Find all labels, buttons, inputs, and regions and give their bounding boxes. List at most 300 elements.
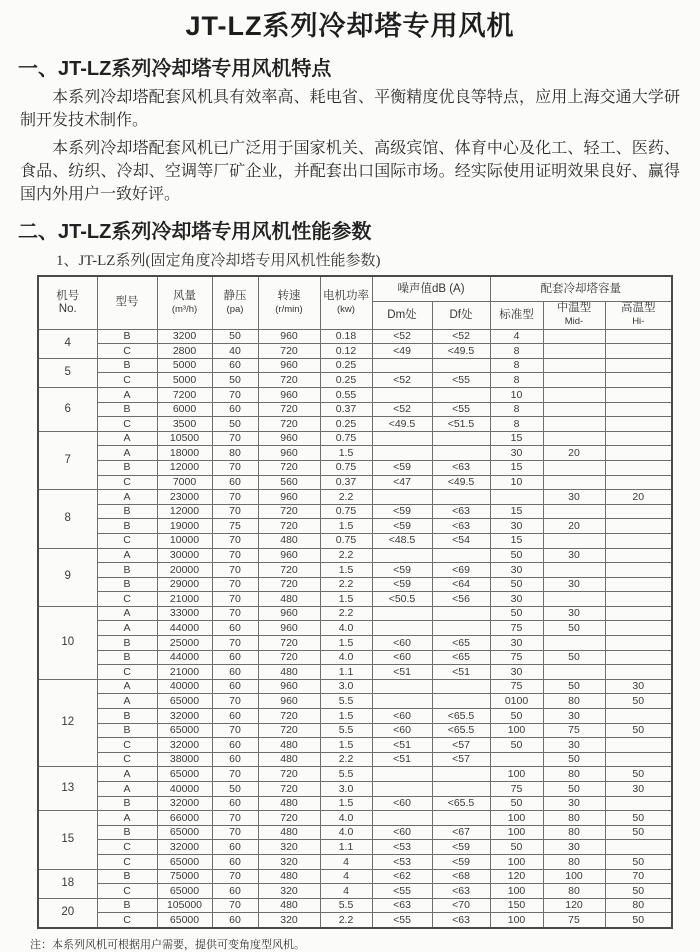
table-cell [605,387,672,402]
table-cell: 15 [490,460,543,475]
table-row [38,446,672,461]
table-cell: <51 [432,665,490,680]
header-motor-power-zh: 电机功率 [323,289,369,302]
table-cell: 480 [258,825,320,840]
table-cell [543,533,605,548]
table-cell: 60 [212,854,258,869]
table-row [38,840,672,855]
table-cell: <52 [372,329,432,344]
table-cell: 30 [490,592,543,607]
table-cell [432,811,490,826]
table-cell: 720 [258,519,320,534]
table-cell: 720 [258,344,320,359]
table-cell [372,358,432,373]
table-cell: 30 [605,679,672,694]
table-cell: <49.5 [432,344,490,359]
table-cell: 100 [490,913,543,928]
table-cell: B [97,869,157,884]
table-cell: 20000 [157,563,212,578]
table-cell: 960 [258,694,320,709]
table-cell: 30 [490,519,543,534]
table-cell: 4 [320,884,372,899]
table-cell: 21000 [157,592,212,607]
table-cell: C [97,665,157,680]
table-cell: C [97,344,157,359]
table-cell: 12000 [157,460,212,475]
table-cell: A [97,694,157,709]
table-cell: 70 [212,387,258,402]
table-cell: 19000 [157,519,212,534]
table-row [38,796,672,811]
table-cell: <57 [432,738,490,753]
table-cell: <49 [372,344,432,359]
table-row [38,811,672,826]
table-cell: 50 [490,606,543,621]
table-cell [543,329,605,344]
table-row [38,854,672,869]
table-cell: 30 [605,782,672,797]
table-cell: 320 [258,913,320,928]
table-cell: 960 [258,606,320,621]
table-cell: 30 [543,606,605,621]
table-cell: C [97,592,157,607]
table-cell: 30 [543,548,605,563]
table-cell [432,358,490,373]
table-cell: <60 [372,723,432,738]
table-cell: <62 [372,869,432,884]
table-cell [543,431,605,446]
table-cell: B [97,329,157,344]
table-cell: 30 [490,563,543,578]
machine-no-cell: 7 [38,431,97,489]
table-cell: 38000 [157,752,212,767]
table-cell: 2.2 [320,752,372,767]
table-cell: 65000 [157,825,212,840]
footnote: 注：本系列风机可根据用户需要，提供可变角度型风机。 [30,938,305,951]
table-cell: 100 [543,869,605,884]
table-cell: 1.5 [320,563,372,578]
table-cell: A [97,621,157,636]
table-row [38,344,672,359]
table-cell [605,402,672,417]
table-cell [372,490,432,505]
table-cell: 960 [258,679,320,694]
table-cell: 75 [490,621,543,636]
table-cell: B [97,898,157,913]
section1-heading: 一、JT-LZ系列冷却塔专用风机特点 [18,58,332,80]
table-cell [605,636,672,651]
table-cell: 5.5 [320,898,372,913]
table-cell: <55 [372,913,432,928]
table-cell: B [97,723,157,738]
table-cell [543,592,605,607]
table-cell: 0.55 [320,387,372,402]
header-motor-power-unit: (kw) [337,303,355,315]
table-cell: 7000 [157,475,212,490]
table-cell: 60 [212,709,258,724]
table-cell: 0.25 [320,417,372,432]
table-cell: <63 [432,913,490,928]
table-cell: 65000 [157,854,212,869]
table-cell: C [97,840,157,855]
table-cell: <50.5 [372,592,432,607]
table-cell: <65.5 [432,723,490,738]
table-row [38,606,672,621]
table-cell [605,563,672,578]
table-cell: <65 [432,650,490,665]
table-cell: 70 [212,869,258,884]
table-cell: <53 [372,840,432,855]
table-cell: 7200 [157,387,212,402]
table-cell: 4 [320,869,372,884]
table-cell: 70 [212,490,258,505]
table-cell: B [97,563,157,578]
table-cell: B [97,358,157,373]
table-cell [605,665,672,680]
table-cell: 5000 [157,358,212,373]
table-cell: 150 [490,898,543,913]
table-cell: <59 [372,563,432,578]
table-cell: 32000 [157,796,212,811]
table-row [38,475,672,490]
header-speed-zh: 转速 [277,289,301,302]
table-cell [432,446,490,461]
header-machine-no-en: No. [58,302,77,315]
table-cell [543,387,605,402]
table-cell: 50 [490,738,543,753]
table-cell: 720 [258,782,320,797]
header-noise-df: Df处 [432,302,490,329]
table-cell: 10000 [157,533,212,548]
table-cell: 720 [258,811,320,826]
table-cell: A [97,431,157,446]
table-cell: 5.5 [320,694,372,709]
table-cell: <49.5 [372,417,432,432]
table-cell: <47 [372,475,432,490]
table-cell [543,358,605,373]
table-cell [605,709,672,724]
table-cell: 30 [490,446,543,461]
table-cell: 1.5 [320,796,372,811]
table-cell: 75 [543,913,605,928]
table-row [38,358,672,373]
header-speed [258,276,320,329]
header-static-pressure [212,276,258,329]
table-cell: 50 [605,825,672,840]
table-cell: 60 [212,738,258,753]
table-cell: <63 [372,898,432,913]
table-cell: 4.0 [320,621,372,636]
table-cell: 320 [258,884,320,899]
table-cell: 4 [490,329,543,344]
table-cell: 70 [212,504,258,519]
table-cell [605,592,672,607]
table-cell: 480 [258,898,320,913]
performance-table [37,275,673,929]
table-cell [490,490,543,505]
table-cell: 30 [543,738,605,753]
table-cell: 100 [490,884,543,899]
table-cell: C [97,533,157,548]
table-cell: 30 [543,490,605,505]
header-capacity-hi-zh: 高温型 [621,302,656,315]
table-cell [372,548,432,563]
table-cell: 10 [490,387,543,402]
machine-no-cell: 6 [38,387,97,431]
table-cell: 0.12 [320,344,372,359]
table-cell: 65000 [157,767,212,782]
table-cell: <67 [432,825,490,840]
table-cell: 50 [543,679,605,694]
performance-table-body [38,329,672,928]
table-cell: A [97,446,157,461]
table-cell: 32000 [157,840,212,855]
table-cell: 70 [212,811,258,826]
machine-no-cell: 10 [38,606,97,679]
table-cell: 5000 [157,373,212,388]
table-cell: 1.1 [320,665,372,680]
table-row [38,738,672,753]
table-cell: <52 [372,373,432,388]
table-cell: 65000 [157,884,212,899]
table-row [38,723,672,738]
table-cell: 44000 [157,650,212,665]
table-cell: <49.5 [432,475,490,490]
table-cell [432,387,490,402]
table-cell: C [97,913,157,928]
table-cell: 60 [212,796,258,811]
table-cell: A [97,782,157,797]
header-airflow-unit: (m³/h) [171,303,198,315]
table-cell: 60 [212,752,258,767]
table-cell: 2.2 [320,577,372,592]
header-machine-no [38,276,97,329]
machine-no-cell: 15 [38,811,97,869]
machine-no-cell: 13 [38,767,97,811]
table-cell: 1.5 [320,446,372,461]
table-cell: 15 [490,504,543,519]
table-cell [432,621,490,636]
table-row [38,533,672,548]
table-cell: 70 [212,577,258,592]
table-row [38,782,672,797]
table-cell: 21000 [157,665,212,680]
header-noise-dm: Dm处 [372,302,432,329]
header-model: 型号 [97,276,157,329]
table-cell: 8 [490,358,543,373]
table-row [38,460,672,475]
table-cell: 560 [258,475,320,490]
table-row [38,373,672,388]
table-cell: <59 [372,519,432,534]
table-cell: B [97,825,157,840]
table-cell: 100 [490,723,543,738]
table-cell [372,621,432,636]
header-noise-group: 噪声值dB (A) [372,276,490,302]
table-cell: <60 [372,796,432,811]
table-cell [543,373,605,388]
table-cell: B [97,636,157,651]
table-cell: A [97,548,157,563]
table-cell: 8 [490,373,543,388]
table-cell: 120 [490,869,543,884]
table-cell: <55 [432,402,490,417]
table-cell: 70 [212,767,258,782]
table-cell: 4.0 [320,825,372,840]
table-cell: 720 [258,767,320,782]
table-cell: 8 [490,344,543,359]
table-cell: <60 [372,636,432,651]
table-cell: <57 [432,752,490,767]
table-cell: 100 [490,811,543,826]
table-cell: 720 [258,417,320,432]
table-cell [432,694,490,709]
table-cell [432,782,490,797]
table-cell: C [97,738,157,753]
table-cell: A [97,767,157,782]
table-row [38,519,672,534]
table-cell: 70 [605,869,672,884]
table-row [38,694,672,709]
table-cell [372,431,432,446]
table-cell: 8 [490,417,543,432]
table-cell: A [97,387,157,402]
table-cell: 50 [605,694,672,709]
table-caption: 1、JT-LZ系列(固定角度冷却塔专用风机性能参数) [56,253,381,270]
table-cell: <51 [372,665,432,680]
table-cell: 60 [212,665,258,680]
table-cell: 5.5 [320,723,372,738]
table-cell: 10 [490,475,543,490]
table-cell: 1.5 [320,636,372,651]
table-cell: 960 [258,621,320,636]
table-cell: 50 [543,621,605,636]
table-cell [605,417,672,432]
table-cell: <60 [372,825,432,840]
table-cell [605,344,672,359]
table-cell: 60 [212,679,258,694]
table-cell [605,548,672,563]
table-cell: 1.5 [320,709,372,724]
table-cell [605,621,672,636]
table-cell: <65.5 [432,796,490,811]
table-row [38,869,672,884]
table-cell [605,650,672,665]
table-row [38,709,672,724]
table-cell: 720 [258,460,320,475]
table-cell: 30 [543,840,605,855]
table-cell: 960 [258,387,320,402]
table-row [38,636,672,651]
table-cell: 100 [490,825,543,840]
header-capacity-mid-zh: 中温型 [556,302,592,315]
table-cell: 33000 [157,606,212,621]
table-cell: 960 [258,548,320,563]
table-cell: <59 [432,854,490,869]
table-cell: C [97,752,157,767]
table-cell: 1.5 [320,738,372,753]
table-cell: 1.1 [320,840,372,855]
table-cell: <64 [432,577,490,592]
table-cell: 3.0 [320,679,372,694]
table-cell: 50 [543,752,605,767]
table-cell [372,387,432,402]
table-cell: 50 [605,913,672,928]
table-cell: 105000 [157,898,212,913]
table-cell: 30 [543,577,605,592]
table-cell [490,752,543,767]
table-cell: 80 [543,811,605,826]
table-cell: 4 [320,854,372,869]
table-cell: <70 [432,898,490,913]
table-cell [605,796,672,811]
table-cell: C [97,373,157,388]
table-cell [605,358,672,373]
table-cell [432,490,490,505]
table-cell [605,519,672,534]
page-title: JT-LZ系列冷却塔专用风机 [185,11,515,41]
table-cell: 80 [543,825,605,840]
table-cell: 720 [258,636,320,651]
table-cell: 480 [258,796,320,811]
table-cell: <63 [432,460,490,475]
performance-table-header [38,276,672,329]
table-cell: 0.75 [320,533,372,548]
table-cell: <69 [432,563,490,578]
table-cell: 60 [212,650,258,665]
header-capacity-standard: 标准型 [490,302,543,329]
table-cell: 23000 [157,490,212,505]
table-cell: 8 [490,402,543,417]
table-cell: 0.37 [320,475,372,490]
table-cell [605,752,672,767]
table-cell: A [97,606,157,621]
table-cell [543,402,605,417]
table-cell [543,636,605,651]
table-cell: 3500 [157,417,212,432]
table-cell [605,460,672,475]
table-cell [372,782,432,797]
table-cell: 75 [543,723,605,738]
table-cell: <53 [372,854,432,869]
table-cell: 65000 [157,694,212,709]
machine-no-cell: 20 [38,898,97,928]
table-row [38,752,672,767]
table-cell [543,563,605,578]
table-cell: 320 [258,840,320,855]
table-cell: 50 [212,329,258,344]
table-cell: 100 [490,854,543,869]
table-cell: B [97,796,157,811]
table-cell: A [97,679,157,694]
table-cell: 480 [258,665,320,680]
table-cell: <48.5 [372,533,432,548]
table-cell [372,606,432,621]
table-cell: 720 [258,650,320,665]
table-row [38,650,672,665]
table-cell [543,417,605,432]
table-cell: 0.75 [320,460,372,475]
table-cell: 0.75 [320,504,372,519]
table-cell [432,767,490,782]
table-cell: 720 [258,563,320,578]
table-cell: <52 [432,329,490,344]
table-cell: 80 [543,884,605,899]
table-cell [372,679,432,694]
table-cell: 70 [212,460,258,475]
table-cell [372,811,432,826]
table-cell: 70 [212,563,258,578]
